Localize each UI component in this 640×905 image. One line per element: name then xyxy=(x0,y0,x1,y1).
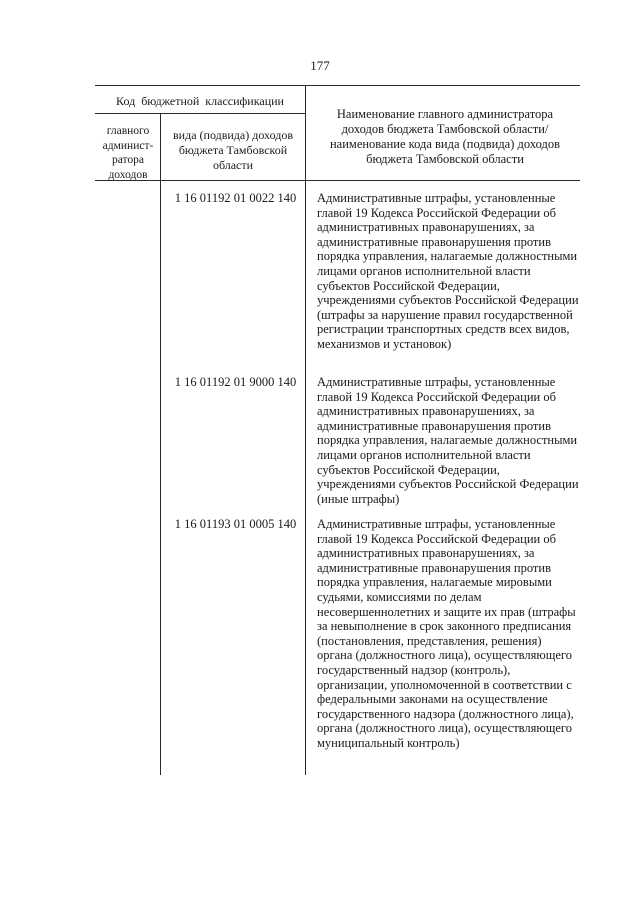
header-group-title: Код бюджетной классификации xyxy=(116,94,284,108)
header-name-column: Наименование главного администратора доходов бюджета Тамбовской области/наименование кода вида (подвида) доходов бюджета Тамбовской области xyxy=(329,107,560,166)
table-row-1-income-code: 1 16 01192 01 0022 140 xyxy=(174,191,297,205)
header-income-type-column: вида (подвида) доходов бюджета Тамбовской области xyxy=(173,128,293,172)
page-number: 177 xyxy=(310,58,330,73)
column-divider-1 xyxy=(160,113,161,775)
budget-classification-table xyxy=(95,85,580,775)
table-row-2-name: Административные штрафы, установленные главой 19 Кодекса Российской Федерации об административных правонарушениях, за административные правонарушения против порядка управления, налагаемые должностными лицами органов исполнительной власти субъектов Российской Федерации, учреждениями субъектов Российской Федерации (иные штрафы) xyxy=(317,375,579,506)
table-row-2-income-code: 1 16 01192 01 9000 140 xyxy=(174,375,297,389)
header-admin-column: главного админист-ратора доходов xyxy=(102,125,154,181)
table-row-1-name: Административные штрафы, установленные главой 19 Кодекса Российской Федерации об административных правонарушениях, за административные правонарушения против порядка управления, налагаемые должностными лицами органов исполнительной власти субъектов Российской Федерации, учреждениями субъектов Российской Федерации (штрафы за нарушение правил государственной регистрации транспортных средств всех видов, механизмов и установок) xyxy=(317,191,579,351)
column-divider-2 xyxy=(305,85,306,775)
header-group-divider xyxy=(95,113,305,114)
header-bottom-border xyxy=(95,180,580,181)
table-row-3-name: Административные штрафы, установленные главой 19 Кодекса Российской Федерации об административных правонарушениях, за административные правонарушения против порядка управления, налагаемые мировыми судьями, комиссиями по делам несовершеннолетних и защите их прав (штрафы за невыполнение в срок законного предписания (постановления, представления, решения) органа (должностного лица), осуществляющего государственный надзор (контроль), организации, уполномоченной в соответствии с федеральными законами на осуществление государственного надзора (должностного лица), органа (должностного лица), осуществляющего муниципальный контроль) xyxy=(317,517,576,750)
table-row-3-income-code: 1 16 01193 01 0005 140 xyxy=(174,517,297,531)
table-top-border xyxy=(95,85,580,86)
